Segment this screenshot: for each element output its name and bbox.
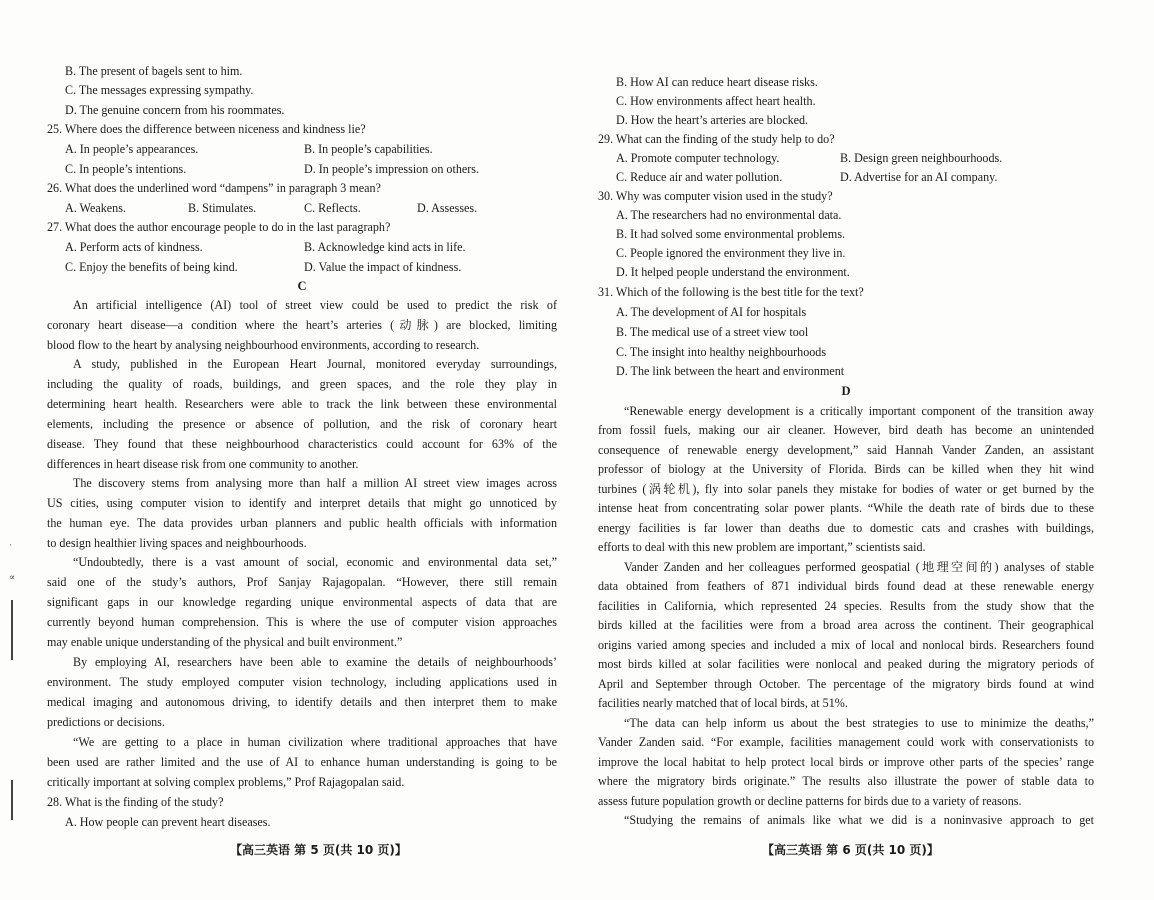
- passage-d-line: energy facilities is far lower than deaths due to domestic cats and crashes with buildings,: [598, 521, 1094, 535]
- passage-d-line: most birds killed at solar facilities were nonlocal and peaked during the migratory periods of: [598, 657, 1094, 671]
- binding-line: [11, 600, 13, 660]
- left-page: [47, 0, 557, 900]
- passage-d-line: “The data can help inform us about the best strategies to use to minimize the deaths,”: [624, 716, 1094, 730]
- q25-option-a: A. In people’s appearances.: [65, 142, 199, 156]
- passage-d-line: April and September through October. The percentage of the migratory birds found at wind: [598, 677, 1094, 691]
- q25-option-b: B. In people’s capabilities.: [304, 142, 433, 156]
- passage-c-line: significant gaps in our knowledge regarding unique environmental aspects of data that are: [47, 595, 557, 609]
- q31-option-a: A. The development of AI for hospitals: [616, 305, 807, 319]
- passage-c-line: differences in heart disease risk from one community to another.: [47, 457, 359, 471]
- q27-option-c: C. Enjoy the benefits of being kind.: [65, 260, 238, 274]
- passage-d-line: “Renewable energy development is a critically important component of the transition away: [624, 404, 1094, 418]
- section-c-heading: C: [297, 279, 307, 293]
- passage-c-line: “We are getting to a place in human civilization where traditional approaches that have: [73, 735, 557, 749]
- q24-option-b: B. The present of bagels sent to him.: [65, 64, 243, 78]
- q27-stem: 27. What does the author encourage people to do in the last paragraph?: [47, 220, 391, 234]
- left-page-footer: 【高三英语 第 5 页(共 10 页)】: [230, 843, 407, 857]
- passage-c-line: including the quality of roads, buildings, and green spaces, and the role they play in: [47, 377, 557, 391]
- passage-c-line: By employing AI, researchers have been able to examine the details of neighbourhoods’: [73, 655, 557, 669]
- q26-stem: 26. What does the underlined word “dampens” in paragraph 3 mean?: [47, 181, 381, 195]
- passage-c-line: A study, published in the European Heart Journal, monitored everyday surroundings,: [73, 357, 557, 371]
- passage-d-line: origins varied among species and included a mix of local and nonlocal birds. Researchers found: [598, 638, 1094, 652]
- passage-c-line: predictions or decisions.: [47, 715, 165, 729]
- q30-option-b: B. It had solved some environmental problems.: [616, 227, 846, 241]
- q30-option-a: A. The researchers had no environmental data.: [616, 208, 842, 222]
- passage-c-line: “Undoubtedly, there is a vast amount of social, economic and environmental data set,”: [73, 555, 557, 569]
- binding-margin: [6, 530, 18, 850]
- passage-c-line: US cities, using computer vision to identify and interpret details that might go unnoticed by: [47, 496, 557, 510]
- q26-option-b: B. Stimulates.: [188, 201, 257, 215]
- q24-option-d: D. The genuine concern from his roommates.: [65, 103, 285, 117]
- passage-c-line: coronary heart disease—a condition where the heart’s arteries (动脉) are blocked, limiting: [47, 318, 557, 332]
- passage-d-line: assess future population growth or decline patterns for birds due to a variety of reasons.: [598, 794, 1022, 808]
- q24-option-c: C. The messages expressing sympathy.: [65, 83, 254, 97]
- passage-d-line: data obtained from feathers of 871 individual birds found dead at these renewable energy: [598, 579, 1094, 593]
- q25-stem: 25. Where does the difference between niceness and kindness lie?: [47, 122, 366, 136]
- q31-option-c: C. The insight into healthy neighbourhoods: [616, 345, 827, 359]
- passage-d-line: efforts to deal with this new problem are important,” scientists said.: [598, 540, 926, 554]
- passage-c-line: medical imaging and autonomous driving, to identify details and then interpret them to make: [47, 695, 557, 709]
- passage-c-line: elements, including the presence or absence of pollution, and the risk of coronary heart: [47, 417, 557, 431]
- passage-c-line: currently beyond human comprehension. This is where the use of computer vision approaches: [47, 615, 557, 629]
- q30-stem: 30. Why was computer vision used in the study?: [598, 189, 833, 203]
- q26-option-d: D. Assesses.: [417, 201, 478, 215]
- q26-option-a: A. Weakens.: [65, 201, 126, 215]
- q28-stem: 28. What is the finding of the study?: [47, 795, 224, 809]
- q30-option-d: D. It helped people understand the environment.: [616, 265, 850, 279]
- q27-option-a: A. Perform acts of kindness.: [65, 240, 203, 254]
- passage-d-line: improve the local habitat to help protect local birds or improve other parts of the species’ range: [598, 755, 1094, 769]
- q30-option-c: C. People ignored the environment they live in.: [616, 246, 846, 260]
- q25-option-d: D. In people’s impression on others.: [304, 162, 479, 176]
- binding-tick: ·: [9, 540, 12, 550]
- passage-c-line: environment. The study employed computer vision technology, including applications used in: [47, 675, 557, 689]
- passage-c-line: An artificial intelligence (AI) tool of street view could be used to predict the risk of: [73, 298, 557, 312]
- q26-option-c: C. Reflects.: [304, 201, 361, 215]
- q27-option-b: B. Acknowledge kind acts in life.: [304, 240, 466, 254]
- right-page: [598, 0, 1094, 900]
- q25-option-c: C. In people’s intentions.: [65, 162, 187, 176]
- q29-stem: 29. What can the finding of the study help to do?: [598, 132, 835, 146]
- passage-d-line: turbines (涡轮机), fly into solar panels they mistake for bodies of water or get burned by the: [598, 482, 1094, 496]
- passage-d-line: Vander Zanden and her colleagues performed geospatial (地理空间的) analyses of stable: [624, 560, 1094, 574]
- q28-option-c: C. How environments affect heart health.: [616, 94, 816, 108]
- q31-option-b: B. The medical use of a street view tool: [616, 325, 809, 339]
- right-page-footer: 【高三英语 第 6 页(共 10 页)】: [762, 843, 939, 857]
- q27-option-d: D. Value the impact of kindness.: [304, 260, 462, 274]
- binding-line: [11, 780, 13, 820]
- passage-c-line: The discovery stems from analysing more than half a million AI street view images across: [73, 476, 557, 490]
- passage-d-line: facilities in California, which represented 24 species. Results from the study show that the: [598, 599, 1094, 613]
- passage-d-line: Vander Zanden said. “For example, facilities management could work with conservationists to: [598, 735, 1094, 749]
- q31-stem: 31. Which of the following is the best title for the text?: [598, 285, 864, 299]
- passage-d-line: intense heat from concentrating solar power plants. “While the death rate of birds due to these: [598, 501, 1094, 515]
- q31-option-d: D. The link between the heart and environment: [616, 364, 845, 378]
- passage-c-line: critically important at solving complex problems,” Prof Rajagopalan said.: [47, 775, 405, 789]
- passage-c-line: determining heart health. Researchers were able to track the link between these environmental: [47, 397, 557, 411]
- passage-d-line: consequence of renewable energy development,” said Hannah Vander Zanden, an assistant: [598, 443, 1094, 457]
- passage-d-line: professor of biology at the University of Florida. Birds can be killed when they hit wind: [598, 462, 1094, 476]
- q29-option-b: B. Design green neighbourhoods.: [840, 151, 1003, 165]
- q28-option-b: B. How AI can reduce heart disease risks.: [616, 75, 818, 89]
- passage-d-line: birds killed at the facilities were from a broad area across the continent. Their geographical: [598, 618, 1094, 632]
- q29-option-d: D. Advertise for an AI company.: [840, 170, 998, 184]
- q29-option-c: C. Reduce air and water pollution.: [616, 170, 783, 184]
- binding-tick: ∝: [9, 572, 16, 582]
- passage-c-line: the human eye. The data provides urban planners and public health officials with information: [47, 516, 557, 530]
- q28-option-d: D. How the heart’s arteries are blocked.: [616, 113, 809, 127]
- passage-c-line: disease. They found that these neighbourhood characteristics could account for 63% of the: [47, 437, 557, 451]
- q28-option-a: A. How people can prevent heart diseases.: [65, 815, 271, 829]
- passage-d-line: where the migratory birds originate.” The results also illustrate the power of stable data to: [598, 774, 1094, 788]
- passage-c-line: to design healthier living spaces and neighbourhoods.: [47, 536, 307, 550]
- section-d-heading: D: [841, 384, 851, 398]
- passage-c-line: blood flow to the heart by analysing neighbourhood environments, according to research.: [47, 338, 480, 352]
- passage-c-line: may enable unique understanding of the physical and built environment.”: [47, 635, 403, 649]
- passage-d-line: facilities nearly matched that of local birds, at 51%.: [598, 696, 848, 710]
- passage-c-line: been used are rather limited and the use of AI to enhance human understanding is going to be: [47, 755, 557, 769]
- q29-option-a: A. Promote computer technology.: [616, 151, 780, 165]
- passage-d-line: “Studying the remains of animals like what we did is a noninvasive approach to get: [624, 813, 1094, 827]
- passage-c-line: said one of the study’s authors, Prof Sanjay Rajagopalan. “However, there still remain: [47, 575, 557, 589]
- passage-d-line: from fossil fuels, making our air cleaner. However, bird death has become an unintended: [598, 423, 1094, 437]
